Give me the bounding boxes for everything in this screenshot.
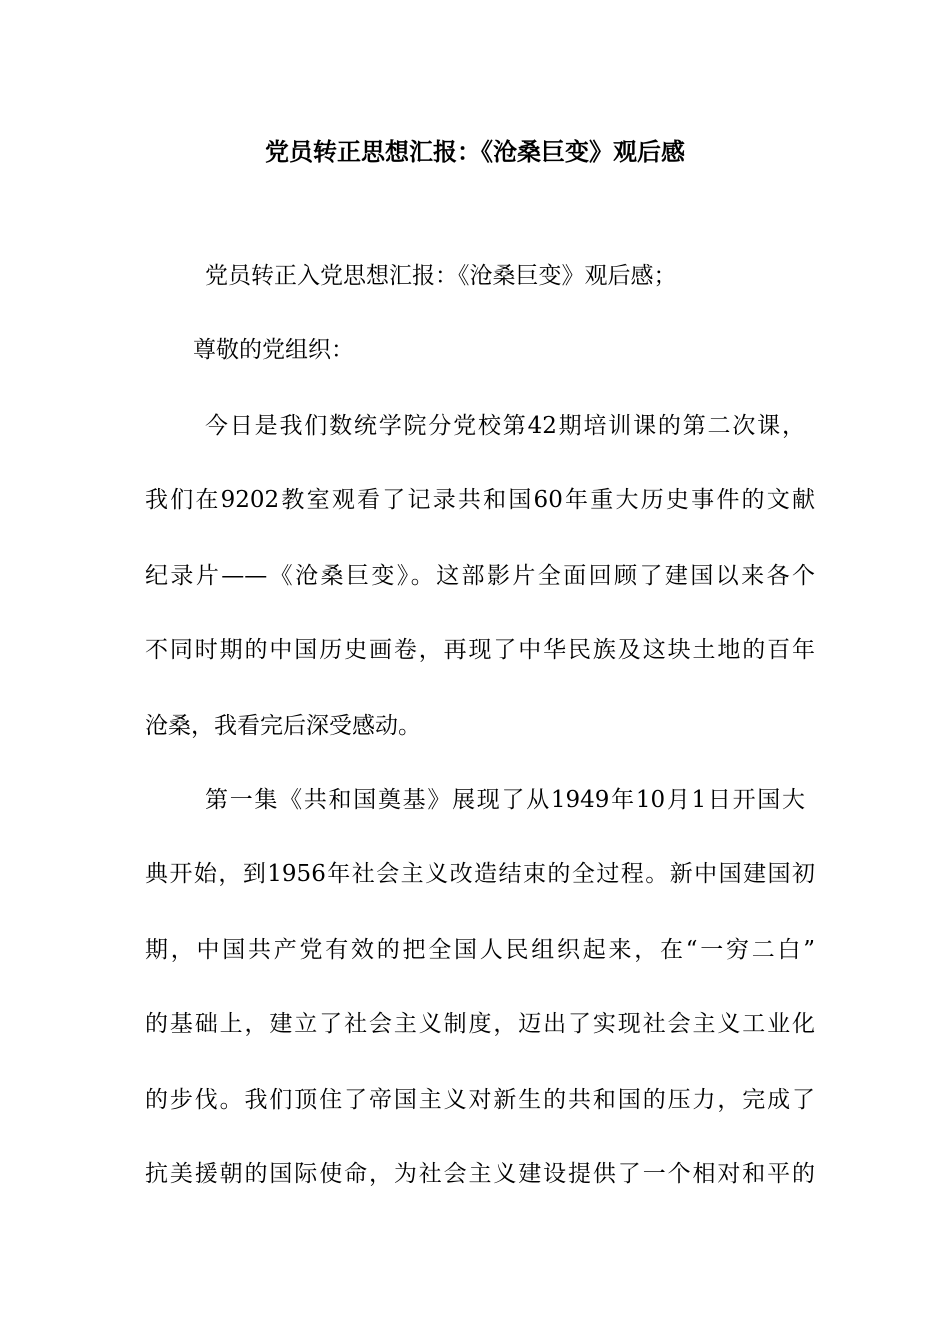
document-title: 党员转正思想汇报：《沧桑巨变》观后感 [265,137,685,166]
text-line-subtitle: 党员转正入党思想汇报：《沧桑巨变》观后感； [205,263,677,289]
text-line-salutation: 尊敬的党组织： [193,337,354,363]
text-line: 的步伐。我们顶住了帝国主义对新生的共和国的压力，完成了 [145,1087,815,1113]
text-line: 不同时期的中国历史画卷，再现了中华民族及这块土地的百年 [145,637,815,663]
text-line: 期，中国共产党有效的把全国人民组织起来，在“一穷二白” [145,937,815,963]
text-line: 典开始，到1956年社会主义改造结束的全过程。新中国建国初 [145,861,815,887]
text-line: 我们在9202教室观看了记录共和国60年重大历史事件的文献 [145,487,815,513]
text-line: 沧桑，我看完后深受感动。 [145,713,421,739]
text-line: 的基础上，建立了社会主义制度，迈出了实现社会主义工业化 [145,1011,815,1037]
text-line: 第一集《共和国奠基》展现了从1949年10月1日开国大 [205,787,805,813]
text-line: 纪录片——《沧桑巨变》。这部影片全面回顾了建国以来各个 [145,563,815,589]
text-line: 抗美援朝的国际使命，为社会主义建设提供了一个相对和平的 [145,1161,815,1187]
text-line: 今日是我们数统学院分党校第42期培训课的第二次课， [205,413,805,439]
